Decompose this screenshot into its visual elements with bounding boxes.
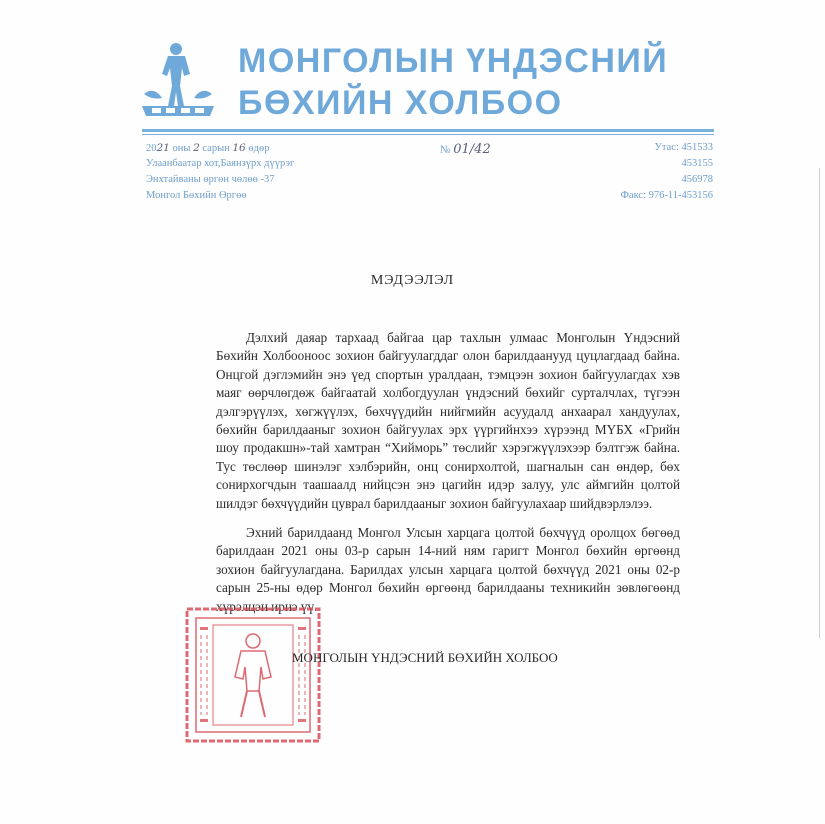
fax-line: Факс: 976-11-453156 (620, 190, 713, 201)
phone-label: Утас: (654, 142, 679, 153)
phone-1: 451533 (681, 142, 713, 153)
page-edge-line (819, 168, 820, 638)
body-paragraph-2: Эхний барилдаанд Монгол Улсын харцага цолтой бөхчүүд оролцох бөгөөд барилдаан 2021 оны 03-р сарын 14-ний ням гаригт Монгол бөхийн өргөөнд зохион байгуулагдана. Барилдах улсын харцага цолтой бөхчүүд 2021 оны 02-р сарын 25-ны өдөр Монгол бөхийн өргөөнд барилдааны техникийн зөвлөгөөнд хүрэлцэн ирнэ үү. (216, 525, 680, 614)
signature-organization: МОНГОЛЫН ҮНДЭСНИЙ БӨХИЙН ХОЛБОО (292, 650, 558, 665)
address-line-3: Монгол Бөхийн Өргөө (146, 190, 247, 201)
date-month: 2 (193, 142, 200, 154)
phone-3: 456978 (681, 174, 713, 185)
date-year-suffix: оны (172, 143, 191, 154)
wrestler-logo-icon (138, 40, 218, 124)
date-day-suffix: өдөр (248, 143, 270, 154)
org-title-line1: МОНГОЛЫН ҮНДЭСНИЙ (238, 42, 669, 80)
date-year: 21 (156, 142, 170, 154)
document-heading: МЭДЭЭЛЭЛ (370, 273, 455, 288)
org-title-line2: БӨХИЙН ХОЛБОО (238, 84, 563, 122)
official-seal-stamp (183, 605, 323, 745)
header-rule-thin (142, 134, 714, 135)
header-rule (142, 129, 714, 132)
address-line-1: Улаанбаатар хот,Баянзүрх дүүрэг (146, 158, 295, 169)
document-body (216, 329, 680, 616)
date-day: 16 (232, 142, 246, 154)
document-number (440, 142, 491, 157)
phone-line-1 (654, 142, 713, 153)
body-paragraph-1: Дэлхий даяар тархаад байгаа цар тахлын улмаас Монголын Үндэсний Бөхийн Холбооноос зохион байгуулагддаг олон барилдаанууд цуцлагдаад байна. Онцгой дэглэмийн энэ үед спортын уралдаан, тэмцээн зохион байгуулагдах хэв маяг өөрчлөгдөж байгаатай холбогдуулан үндэсний бөхийг сурталчлах, түгээн дэлгэрүүлэх, хөгжүүлэх, бөхчүүдийн нийгмийн асуудалд анхаарал хандуулах, бөхийн барилдааныг зохион байгуулах эрх үүргийнхээ хүрээнд МҮБХ «Грийн шоу продакшн»-тай хамтран “Хийморь” төслийг хэрэгжүүлэхээр бэлтгэж байна. Тус төслөөр шинэлэг хэлбэрийн, онц сонирхолтой, шагналын сан өндөр, бөх сонирхогчдын таашаалд нийцсэн энэ цагийн идэр залуу, улс аймгийн цолтой шилдэг бөхчүүдийн цуврал барилдааныг зохион байгуулахаар шийдвэрлэлээ. (216, 330, 680, 511)
date-prefix: 20 (146, 143, 157, 154)
doc-no-label: № (440, 144, 451, 156)
date-line (146, 142, 269, 154)
phone-2: 453155 (681, 158, 713, 169)
doc-no-value: 01/42 (453, 142, 491, 157)
address-line-2: Энхтайваны өргөн чөлөө -37 (146, 174, 275, 185)
date-month-suffix: сарын (202, 143, 230, 154)
